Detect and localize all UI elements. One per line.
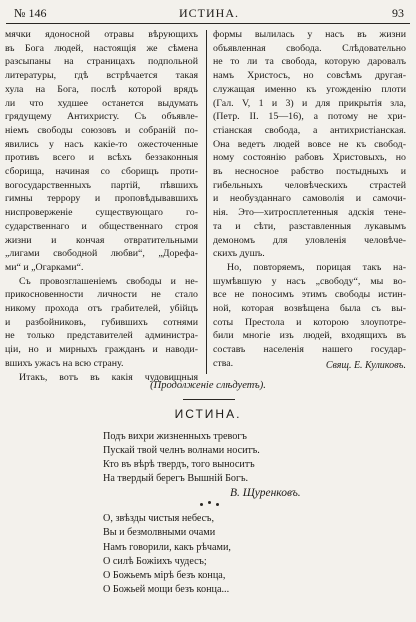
poem-line: Вы и безмолвными очами <box>103 527 216 539</box>
poem-line: О Божьемъ мірѣ безъ конца, <box>103 570 226 582</box>
text-line: ниспроверженіе существующаго го- <box>5 207 198 219</box>
article-signature: Свящ. Е. Куликовъ. <box>325 360 406 371</box>
text-line: явились у насъ какіе-то ожесточенные <box>5 138 198 150</box>
text-line: сударственнаго и общественнаго строя <box>5 220 198 232</box>
text-line: били многіе изъ людей, входящихъ въ <box>213 330 406 342</box>
poem-line: Подъ вихри жизненныхъ тревогъ <box>103 431 247 442</box>
text-line: ціи, но и мирныхъ гражданъ и наводи- <box>5 344 198 356</box>
text-line: и разбойниковъ, губившихъ сотнями <box>5 316 198 328</box>
poem-line: О, звѣзды чистыя небесъ, <box>103 513 214 524</box>
text-line: и необузданнаго самоволія и самочи- <box>213 193 406 205</box>
poem-line: На твердый берегъ Вышній Богъ. <box>103 473 249 484</box>
text-line: литературы, гдѣ встрѣчается такая <box>5 70 198 82</box>
text-line: ли что худшее останется выдумать <box>5 97 198 109</box>
text-line: нія. Это—хитросплетенныя адскія тене- <box>213 207 406 219</box>
text-line: ства. <box>213 357 234 369</box>
text-line: ному состоянію рабовъ Христовыхъ, но <box>213 152 406 164</box>
text-line: составъ населенія нашего государ- <box>213 344 406 356</box>
text-line: противъ всего и всѣхъ беззаконныя <box>5 152 198 164</box>
text-line: шумѣвшую у насъ „свободу“, мы во- <box>213 275 406 287</box>
column-divider <box>206 30 207 374</box>
text-line: не то ли та свобода, которую даровалъ <box>213 56 406 68</box>
journal-title: ИСТИНА. <box>179 6 239 20</box>
text-line: стіанская свобода, а антихристіанская. <box>213 124 406 136</box>
text-line: (Петр. II. 15—16), а потому не хри- <box>213 111 406 123</box>
poem-line: Пускай твой челнъ волнами носитъ. <box>103 445 260 456</box>
text-line: сборища, начиная со сборищъ проти- <box>5 166 198 178</box>
page-number: 93 <box>392 6 404 20</box>
text-line: гибельныхъ человѣческихъ страстей <box>213 179 406 191</box>
text-line: въ несносное рабство постыдныхъ и <box>213 166 406 178</box>
text-line: объявленная свобода. Слѣдовательно <box>213 42 406 54</box>
text-line: никому прохода отъ грабителей, убійцъ <box>5 303 198 315</box>
right-column <box>213 28 406 371</box>
separator-dot <box>216 503 219 506</box>
text-line: жизни и кончая отвратительными <box>5 234 198 246</box>
text-line: (Гал. V, 1 и 3) и для прикрытія зла, <box>213 97 406 109</box>
poem-line: О Божьей мощи безъ конца... <box>103 584 230 596</box>
text-line: ми“ и „Огарками“. <box>5 261 84 273</box>
poem-stanza-2 <box>103 512 231 598</box>
text-line: вшихъ ужасъ на всю страну. <box>5 357 124 369</box>
poem-author: В. Щуренковъ. <box>230 487 301 499</box>
running-head <box>14 6 404 22</box>
poem-stanza <box>103 430 260 486</box>
text-line: грядущему Антихристу. Съ объявле- <box>5 111 198 123</box>
text-line: служащая именно къ угожденію плоти <box>213 83 406 95</box>
left-column <box>5 28 198 384</box>
text-line: „лигами свободной любви“, „Дорефа- <box>5 248 198 260</box>
text-line: намъ Христосъ, но совсѣмъ другая- <box>213 70 406 82</box>
text-line: въ Бога людей, настоящія же сѣмена <box>5 42 198 54</box>
text-line: прикосновенности личности не стало <box>5 289 198 301</box>
text-line: соты Престола и которою злоупотре- <box>213 316 406 328</box>
text-line: хула на Бога, послѣ которой врядъ <box>5 83 198 95</box>
text-line: скихъ душъ. <box>213 248 265 260</box>
text-line: все не поносимъ этимъ свободы истин- <box>213 289 406 301</box>
section-rule <box>183 399 235 400</box>
text-line: Но, повторяемъ, порицая такъ на- <box>227 261 406 273</box>
separator-dot <box>200 503 203 506</box>
text-line: формы вылилась у насъ въ жизни <box>213 29 406 40</box>
text-line: мячки ядоносной отравы вѣрующихъ <box>5 29 198 40</box>
text-line: не только представителей администра- <box>5 330 198 342</box>
text-line: ніемъ свободы союзовъ и собраній по- <box>5 124 198 136</box>
text-line: ной, которая возвѣщена была съ вы- <box>213 303 406 315</box>
poem-line: О силѣ Божіихъ чудесъ; <box>103 555 207 567</box>
header-rule <box>6 23 410 24</box>
poem-line: Намъ говорили, какъ рѣчами, <box>103 541 231 553</box>
separator-dot <box>208 501 211 504</box>
text-line: Итакъ, вотъ въ какія чудовищныя <box>19 371 198 383</box>
text-line: вогосударственныхъ партій, пѣвшихъ <box>5 179 198 191</box>
text-line: та и сѣти, разставленныя лукавымъ <box>213 220 406 232</box>
text-line: Съ провозглашеніемъ свободы и не- <box>19 275 198 287</box>
text-line: гимны террору и проповѣдывавшихъ <box>5 193 198 205</box>
text-line: разсыпаны на страницахъ подпольной <box>5 56 198 68</box>
poem-title: ИСТИНА. <box>174 407 242 421</box>
text-line: Она ведетъ людей вовсе не къ свобод- <box>213 138 406 150</box>
issue-number: № 146 <box>14 6 47 20</box>
continuation-note: (Продолженіе слѣдуетъ). <box>150 380 266 391</box>
text-line: демономъ для уловленія человѣче- <box>213 234 406 246</box>
poem-line: Кто въ вѣрѣ твердъ, того выноситъ <box>103 459 255 470</box>
